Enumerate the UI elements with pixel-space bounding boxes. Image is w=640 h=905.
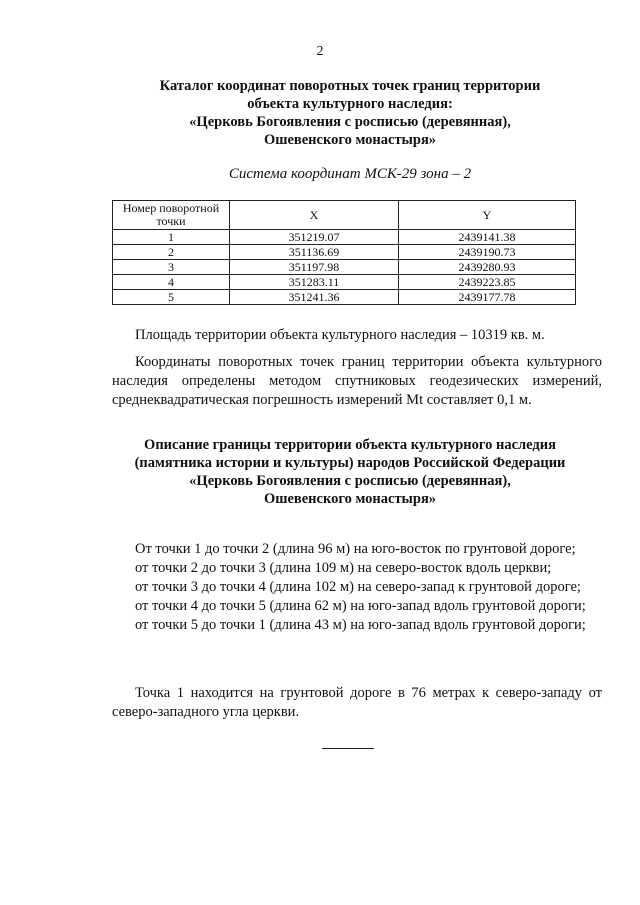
boundary-title-line: Ошевенского монастыря» — [263, 491, 437, 507]
header-point-number: Номер поворотной точки — [113, 201, 230, 230]
catalog-title-line: «Церковь Богоявления с росписью (деревянная), — [189, 114, 511, 130]
segment-text: от точки 2 до точки 3 (длина 109 м) на северо-восток вдоль церкви; — [135, 560, 552, 576]
point-location-text: Точка 1 находится на грунтовой дороге в 76 метрах к северо-западу от северо-западного угла церкви. — [112, 685, 602, 720]
segment-text: от точки 3 до точки 4 (длина 102 м) на северо-запад к грунтовой дороге; — [135, 579, 581, 595]
page-number: 2 — [316, 44, 324, 59]
area-text: Площадь территории объекта культурного наследия – 10319 кв. м. — [135, 327, 545, 343]
cell-point: 4 — [113, 275, 230, 290]
boundary-title-line: «Церковь Богоявления с росписью (деревянная), — [189, 473, 511, 489]
boundary-title-line: Описание границы территории объекта культурного наследия — [144, 437, 556, 453]
table-row — [113, 290, 576, 305]
table-row — [113, 275, 576, 290]
segment-text: От точки 1 до точки 2 (длина 96 м) на юго-восток по грунтовой дороге; — [135, 541, 576, 557]
method-text: Координаты поворотных точек границ территории объекта культурного наследия определены методом спутниковых геодезических измерений, среднеквадратическая погрешность измерений Mt составляет 0,1 м. — [112, 354, 602, 408]
cell-y: 2439190.73 — [399, 245, 576, 260]
boundary-title-line: (памятника истории и культуры) народов Российской Федерации — [134, 455, 566, 471]
end-divider — [322, 748, 374, 749]
header-x: X — [230, 201, 399, 230]
coordinates-table — [112, 200, 576, 305]
table-row — [113, 245, 576, 260]
segment-text: от точки 4 до точки 5 (длина 62 м) на юго-запад вдоль грунтовой дороги; — [135, 598, 586, 614]
cell-x: 351241.36 — [230, 290, 399, 305]
table-header-row — [113, 201, 576, 230]
boundary-description-title — [90, 436, 610, 508]
table-row — [113, 260, 576, 275]
cell-point: 3 — [113, 260, 230, 275]
cell-point: 2 — [113, 245, 230, 260]
cell-point: 5 — [113, 290, 230, 305]
catalog-title — [100, 77, 600, 149]
catalog-title-line: Ошевенского монастыря» — [263, 132, 437, 148]
cell-x: 351219.07 — [230, 230, 399, 245]
header-y: Y — [399, 201, 576, 230]
catalog-title-line: Каталог координат поворотных точек границ территории — [159, 78, 541, 94]
cell-y: 2439223.85 — [399, 275, 576, 290]
segment-text: от точки 5 до точки 1 (длина 43 м) на юго-запад вдоль грунтовой дороги; — [135, 617, 586, 633]
cell-x: 351283.11 — [230, 275, 399, 290]
cell-y: 2439177.78 — [399, 290, 576, 305]
cell-point: 1 — [113, 230, 230, 245]
cell-y: 2439141.38 — [399, 230, 576, 245]
cell-x: 351197.98 — [230, 260, 399, 275]
coordinate-system-label: Система координат МСК-29 зона – 2 — [228, 166, 472, 182]
boundary-segments — [112, 540, 602, 635]
table-row — [113, 230, 576, 245]
cell-y: 2439280.93 — [399, 260, 576, 275]
cell-x: 351136.69 — [230, 245, 399, 260]
catalog-title-line: объекта культурного наследия: — [247, 96, 453, 112]
